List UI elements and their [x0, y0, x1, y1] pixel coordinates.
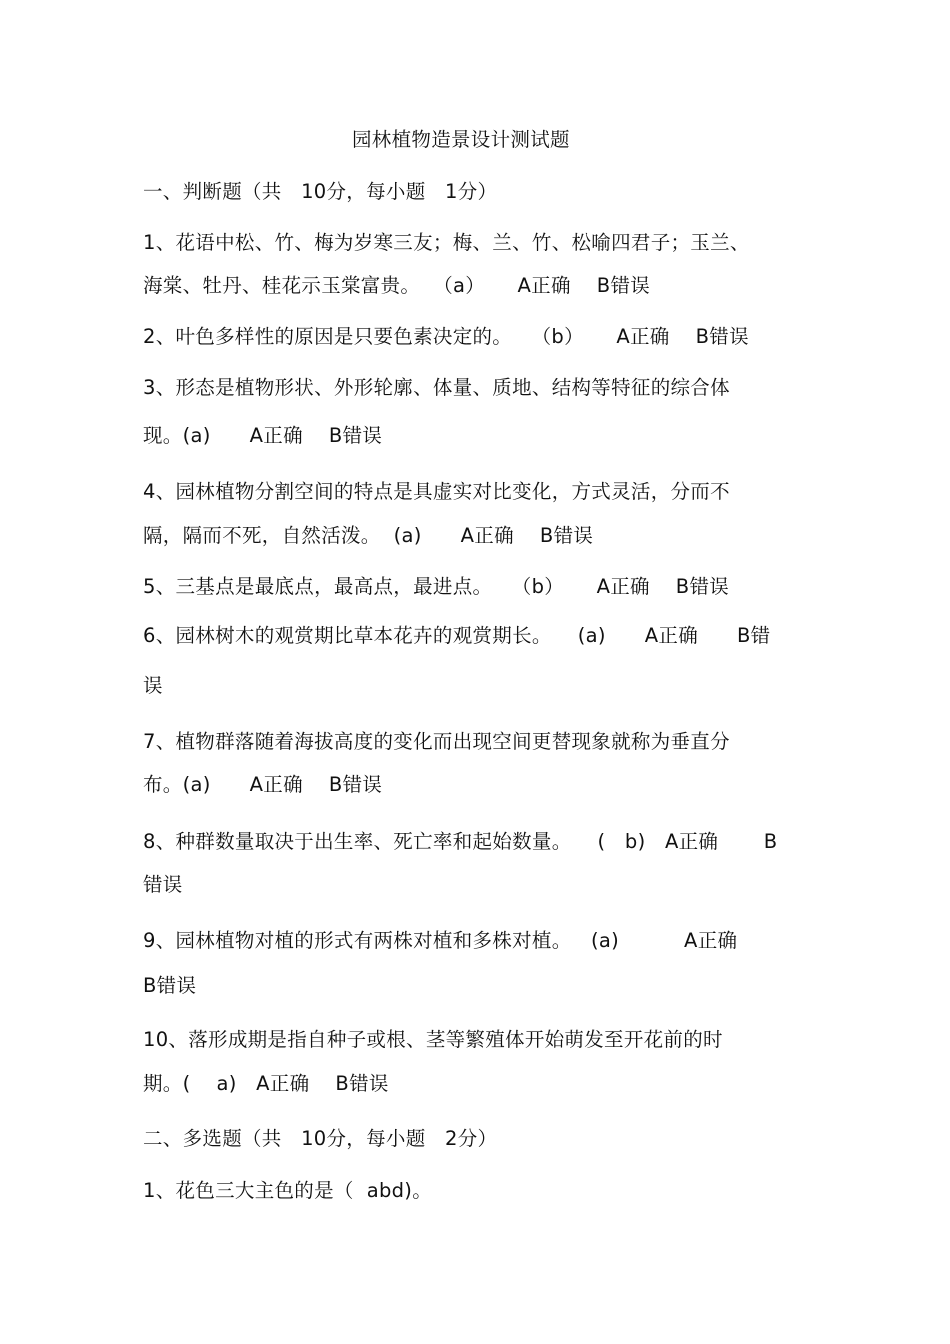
- question-2-line-1: 2、叶色多样性的原因是只要色素决定的。 （b） A正确 B错误: [143, 325, 749, 348]
- question-1-line-2: 海棠、牡丹、桂花示玉棠富贵。 （a） A正确 B错误: [143, 274, 651, 297]
- multiple-choice-1-line-1: 1、花色三大主色的是（ abd)。: [143, 1179, 433, 1202]
- question-8-line-2: 错误: [143, 873, 183, 896]
- question-7-line-2: 布。(a) A正确 B错误: [143, 773, 383, 796]
- question-8-line-1: 8、种群数量取决于出生率、死亡率和起始数量。 ( b) A正确 B: [143, 830, 778, 853]
- section-heading-judgement: 一、判断题（共 10分，每小题 1分）: [143, 180, 498, 203]
- page-title: 园林植物造景设计测试题: [352, 128, 570, 151]
- question-10-line-2: 期。( a) A正确 B错误: [143, 1072, 389, 1095]
- question-3-line-2: 现。(a) A正确 B错误: [143, 424, 383, 447]
- question-7-line-1: 7、植物群落随着海拔高度的变化而出现空间更替现象就称为垂直分: [143, 730, 730, 753]
- question-6-line-1: 6、园林树木的观赏期比草本花卉的观赏期长。 (a) A正确 B错: [143, 624, 771, 647]
- section-heading-multiple-choice: 二、多选题（共 10分，每小题 2分）: [143, 1127, 498, 1150]
- question-10-line-1: 10、落形成期是指自种子或根、茎等繁殖体开始萌发至开花前的时: [143, 1028, 723, 1051]
- question-9-line-2: B错误: [143, 974, 197, 997]
- question-1-line-1: 1、花语中松、竹、梅为岁寒三友；梅、兰、竹、松喻四君子；玉兰、: [143, 231, 750, 254]
- question-6-line-2: 误: [143, 674, 163, 697]
- question-5-line-1: 5、三基点是最底点，最高点，最进点。 （b） A正确 B错误: [143, 575, 730, 598]
- question-4-line-1: 4、园林植物分割空间的特点是具虚实对比变化，方式灵活，分而不: [143, 480, 730, 503]
- question-9-line-1: 9、园林植物对植的形式有两株对植和多株对植。 (a) A正确: [143, 929, 738, 952]
- question-4-line-2: 隔，隔而不死，自然活泼。 (a) A正确 B错误: [143, 524, 594, 547]
- question-3-line-1: 3、形态是植物形状、外形轮廓、体量、质地、结构等特征的综合体: [143, 376, 730, 399]
